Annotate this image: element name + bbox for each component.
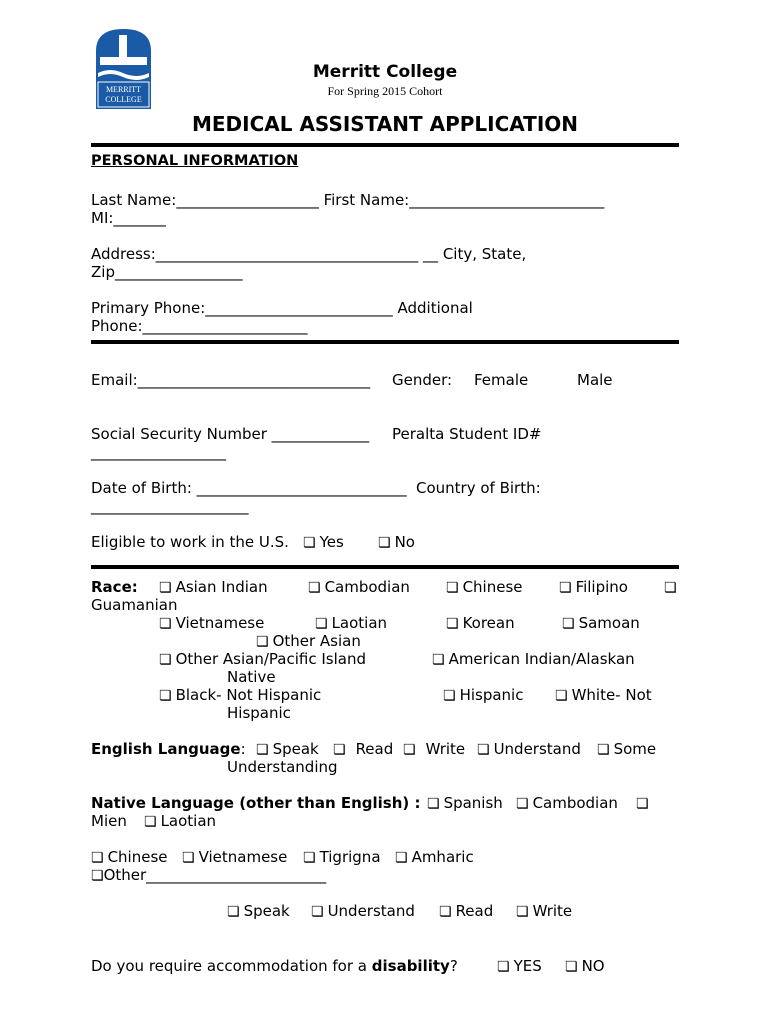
race-label: Race:	[91, 578, 138, 596]
race-hispanic-cont: Hispanic	[227, 704, 291, 722]
race-american-indian[interactable]: ❏ American Indian/Alaskan	[432, 650, 635, 668]
english-write[interactable]: ❏ Write	[403, 740, 466, 758]
ssn-line[interactable]: Social Security Number _____________	[91, 425, 370, 443]
country-of-birth-label: Country of Birth:	[416, 479, 541, 497]
english-understanding: Understanding	[227, 758, 338, 776]
race-cambodian[interactable]: ❏ Cambodian	[308, 578, 410, 596]
additional-phone-line[interactable]: Phone:______________________	[91, 317, 308, 335]
checkbox-icon: ❏	[378, 535, 391, 551]
checkbox-icon: ❏	[516, 904, 529, 920]
checkbox-icon: ❏	[159, 652, 172, 668]
peralta-id-label: Peralta Student ID#	[392, 425, 542, 443]
checkbox-icon: ❏	[303, 850, 316, 866]
checkbox-icon: ❏	[333, 742, 346, 758]
checkbox-icon: ❏	[432, 652, 445, 668]
race-filipino[interactable]: ❏ Filipino	[559, 578, 628, 596]
eligible-label: Eligible to work in the U.S.	[91, 533, 289, 551]
english-read[interactable]: ❏ Read	[333, 740, 394, 758]
native-cambodian[interactable]: ❏ Cambodian	[516, 794, 618, 812]
checkbox-icon: ❏	[395, 850, 408, 866]
race-hispanic[interactable]: ❏ Hispanic	[443, 686, 524, 704]
race-samoan[interactable]: ❏ Samoan	[562, 614, 640, 632]
checkbox-icon: ❏	[516, 796, 529, 812]
gender-label: Gender:	[392, 371, 453, 389]
checkbox-icon: ❏	[311, 904, 324, 920]
top-rule	[91, 143, 679, 147]
checkbox-icon: ❏	[497, 959, 510, 975]
primary-phone-line[interactable]: Primary Phone:_________________________ Additional	[91, 299, 473, 317]
peralta-id-line[interactable]: __________________	[91, 443, 226, 461]
native-chinese[interactable]: ❏ Chinese	[91, 848, 168, 866]
native-write[interactable]: ❏ Write	[516, 902, 573, 920]
checkbox-icon: ❏	[91, 868, 104, 884]
checkbox-icon: ❏	[446, 580, 459, 596]
checkbox-icon: ❏	[559, 580, 572, 596]
college-name: Merritt College	[312, 62, 458, 82]
checkbox-icon: ❏	[597, 742, 610, 758]
race-chinese[interactable]: ❏ Chinese	[446, 578, 523, 596]
mid-rule	[91, 340, 679, 344]
logo-text-1: MERRITT	[105, 85, 142, 94]
checkbox-icon: ❏	[403, 742, 416, 758]
checkbox-icon: ❏	[159, 580, 172, 596]
checkbox-icon: ❏	[636, 796, 649, 812]
race-other-asian[interactable]: ❏ Other Asian	[256, 632, 361, 650]
address-line[interactable]: Address:___________________________________ __ City, State,	[91, 245, 527, 263]
checkbox-icon: ❏	[315, 616, 328, 632]
disability-yes[interactable]: ❏ YES	[497, 957, 542, 975]
checkbox-icon: ❏	[159, 688, 172, 704]
native-tigrigna[interactable]: ❏ Tigrigna	[303, 848, 381, 866]
race-laotian[interactable]: ❏ Laotian	[315, 614, 388, 632]
email-line[interactable]: Email:_______________________________	[91, 371, 371, 389]
race-other-api[interactable]: ❏ Other Asian/Pacific Island	[159, 650, 366, 668]
checkbox-icon: ❏	[144, 814, 157, 830]
cohort-label: For Spring 2015 Cohort	[327, 84, 443, 98]
race-korean[interactable]: ❏ Korean	[446, 614, 515, 632]
application-title: MEDICAL ASSISTANT APPLICATION	[191, 112, 579, 136]
race-guamanian-checkbox[interactable]	[664, 578, 681, 596]
native-mien-label: Mien	[91, 812, 127, 830]
race-asian-indian[interactable]: ❏ Asian Indian	[159, 578, 268, 596]
checkbox-icon: ❏	[664, 580, 677, 596]
mi-line[interactable]: MI:_______	[91, 209, 166, 227]
checkbox-icon: ❏	[427, 796, 440, 812]
native-vietnamese[interactable]: ❏ Vietnamese	[182, 848, 288, 866]
section-personal-information: PERSONAL INFORMATION	[91, 153, 299, 169]
checkbox-icon: ❏	[443, 688, 456, 704]
checkbox-icon: ❏	[446, 616, 459, 632]
disability-no[interactable]: ❏ NO	[565, 957, 605, 975]
native-laotian[interactable]: ❏ Laotian	[144, 812, 217, 830]
dob-line[interactable]: Date of Birth: ____________________________	[91, 479, 407, 497]
checkbox-icon: ❏	[477, 742, 490, 758]
zip-line[interactable]: Zip_________________	[91, 263, 243, 281]
race-native-label: Native	[227, 668, 276, 686]
country-of-birth-line[interactable]: _____________________	[91, 497, 249, 515]
english-some[interactable]: ❏ Some	[597, 740, 657, 758]
english-speak[interactable]: ❏ Speak	[256, 740, 319, 758]
checkbox-icon: ❏	[555, 688, 568, 704]
checkbox-icon: ❏	[256, 634, 269, 650]
native-read[interactable]: ❏ Read	[439, 902, 494, 920]
disability-question: Do you require accommodation for a disability?	[91, 957, 458, 975]
race-vietnamese[interactable]: ❏ Vietnamese	[159, 614, 265, 632]
native-other[interactable]: ❏Other________________________	[91, 866, 327, 884]
race-rule	[91, 565, 679, 569]
gender-male-option[interactable]: Male	[577, 371, 613, 389]
checkbox-icon: ❏	[308, 580, 321, 596]
checkbox-icon: ❏	[439, 904, 452, 920]
native-language-label: Native Language (other than English) :	[91, 794, 421, 812]
native-spanish[interactable]: ❏ Spanish	[427, 794, 503, 812]
race-white[interactable]: ❏ White- Not	[555, 686, 652, 704]
checkbox-icon: ❏	[256, 742, 269, 758]
checkbox-icon: ❏	[182, 850, 195, 866]
checkbox-icon: ❏	[303, 535, 316, 551]
race-guamanian-label: Guamanian	[91, 596, 178, 614]
race-black[interactable]: ❏ Black- Not Hispanic	[159, 686, 322, 704]
checkbox-icon: ❏	[91, 850, 104, 866]
eligible-no-option[interactable]: ❏ No	[378, 533, 415, 551]
name-line[interactable]: Last Name:___________________ First Name:__________________________	[91, 191, 605, 209]
native-speak[interactable]: ❏ Speak	[227, 902, 290, 920]
native-mien-checkbox[interactable]	[636, 794, 653, 812]
native-understand[interactable]: ❏ Understand	[311, 902, 415, 920]
gender-female-option[interactable]: Female	[474, 371, 529, 389]
checkbox-icon: ❏	[562, 616, 575, 632]
eligible-yes-option[interactable]: ❏ Yes	[303, 533, 344, 551]
english-language-label: English Language:	[91, 740, 246, 758]
logo-text-2: COLLEGE	[105, 95, 142, 104]
english-understand[interactable]: ❏ Understand	[477, 740, 581, 758]
native-amharic[interactable]: ❏ Amharic	[395, 848, 474, 866]
checkbox-icon: ❏	[227, 904, 240, 920]
checkbox-icon: ❏	[565, 959, 578, 975]
checkbox-icon: ❏	[159, 616, 172, 632]
